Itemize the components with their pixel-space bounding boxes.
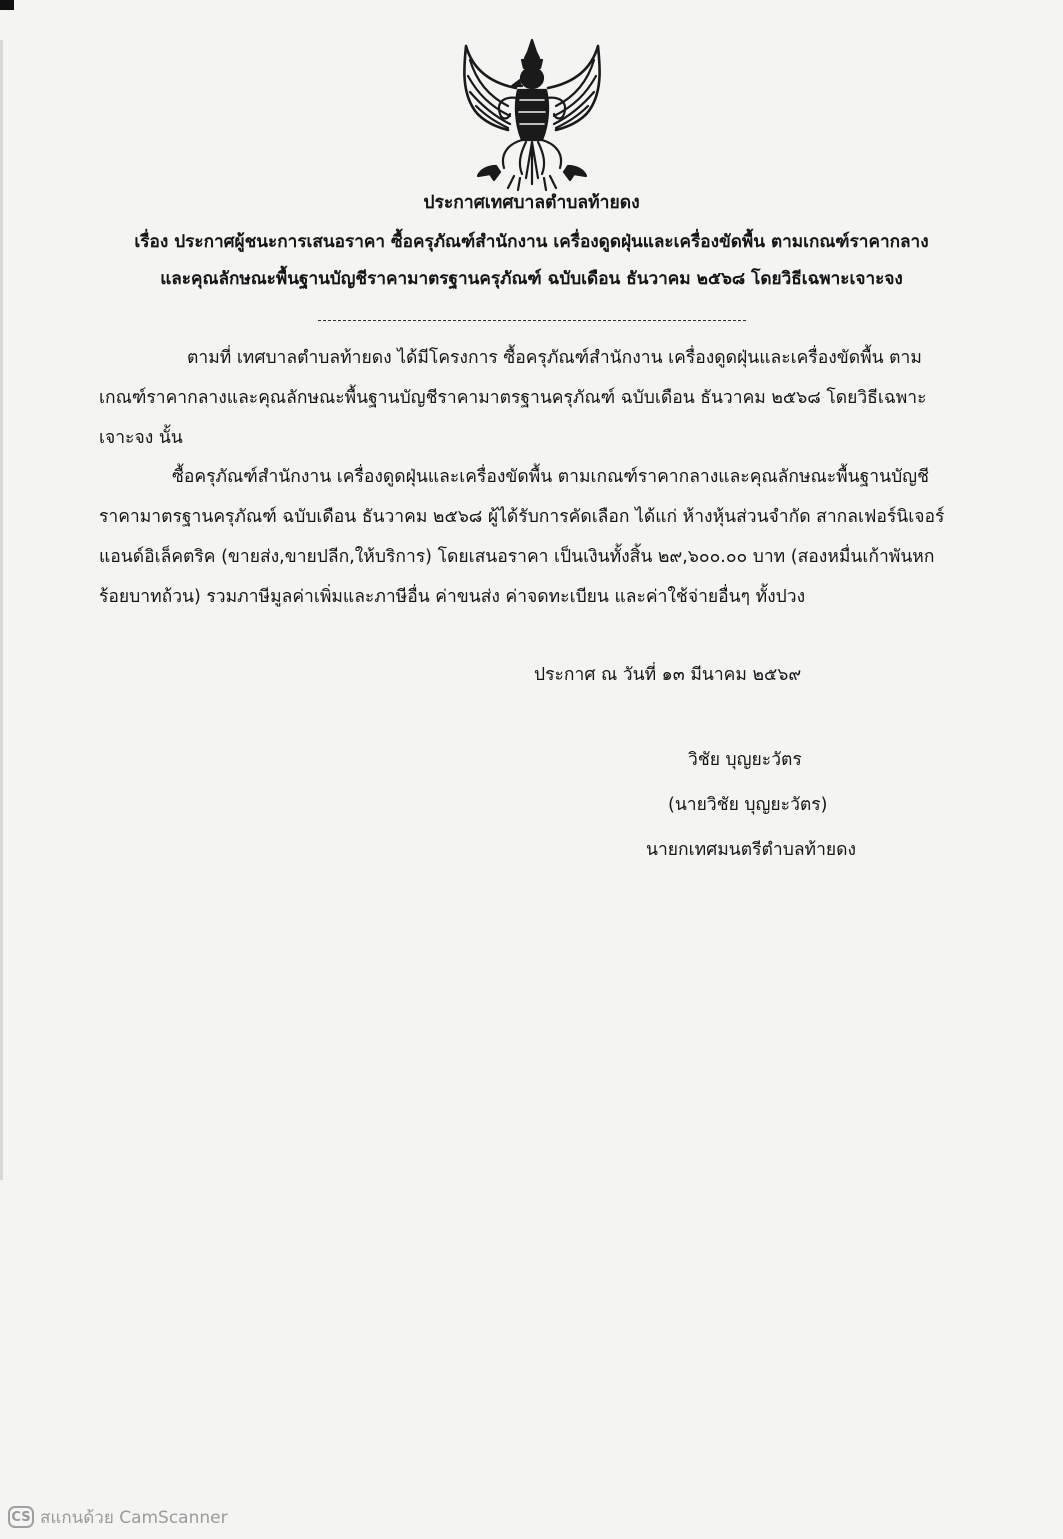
signature-name: วิชัย บุญยะวัตร [688,750,802,770]
body-paragraph-1-line-1: ตามที่ เทศบาลตำบลท้ายดง ได้มีโครงการ ซื้อครุภัณฑ์สำนักงาน เครื่องดูดฝุ่นและเครื่องขัดพื้น ตาม [187,348,922,368]
announcement-subject-line-1: เรื่อง ประกาศผู้ชนะการเสนอราคา ซื้อครุภัณฑ์สำนักงาน เครื่องดูดฝุ่นและเครื่องขัดพื้น ตามเกณฑ์ราคากลาง [134,232,929,252]
body-paragraph-1-line-3: เจาะจง นั้น [99,428,183,448]
garuda-emblem-icon [456,36,608,192]
body-paragraph-2-line-4: ร้อยบาทถ้วน) รวมภาษีมูลค่าเพิ่มและภาษีอื่น ค่าขนส่ง ค่าจดทะเบียน และค่าใช้จ่ายอื่นๆ ทั้งปวง [99,587,806,607]
announcement-heading: ประกาศเทศบาลตำบลท้ายดง [423,193,640,213]
body-paragraph-2-line-1: ซื้อครุภัณฑ์สำนักงาน เครื่องดูดฝุ่นและเครื่องขัดพื้น ตามเกณฑ์ราคากลางและคุณลักษณะพื้นฐานบัญชี [172,467,929,487]
printed-name: (นายวิชัย บุญยะวัตร) [668,795,828,815]
announcement-date: ประกาศ ณ วันที่ ๑๓ มีนาคม ๒๕๖๙ [534,665,802,685]
watermark-text: สแกนด้วย CamScanner [40,1507,228,1528]
announcement-subject-line-2: และคุณลักษณะพื้นฐานบัญชีราคามาตรฐานครุภัณฑ์ ฉบับเดือน ธันวาคม ๒๕๖๘ โดยวิธีเฉพาะเจาะจง [160,269,903,289]
camscanner-watermark [8,1503,228,1531]
scan-corner-mark [0,0,14,10]
signer-position: นายกเทศมนตรีตำบลท้ายดง [646,840,857,860]
separator-rule [318,320,746,321]
camscanner-logo-icon: CS [8,1506,34,1528]
body-paragraph-2-line-3: แอนด์อิเล็คตริค (ขายส่ง,ขายปลีก,ให้บริการ) โดยเสนอราคา เป็นเงินทั้งสิ้น ๒๙,๖๐๐.๐๐ บาท (สองหมื่นเก้าพันหก [99,547,935,567]
body-paragraph-1-line-2: เกณฑ์ราคากลางและคุณลักษณะพื้นฐานบัญชีราคามาตรฐานครุภัณฑ์ ฉบับเดือน ธันวาคม ๒๕๖๘ โดยวิธีเฉพาะ [99,388,927,408]
body-paragraph-2-line-2: ราคามาตรฐานครุภัณฑ์ ฉบับเดือน ธันวาคม ๒๕๖๘ ผู้ได้รับการคัดเลือก ได้แก่ ห้างหุ้นส่วนจำกัด สากลเฟอร์นิเจอร์ [99,507,945,527]
